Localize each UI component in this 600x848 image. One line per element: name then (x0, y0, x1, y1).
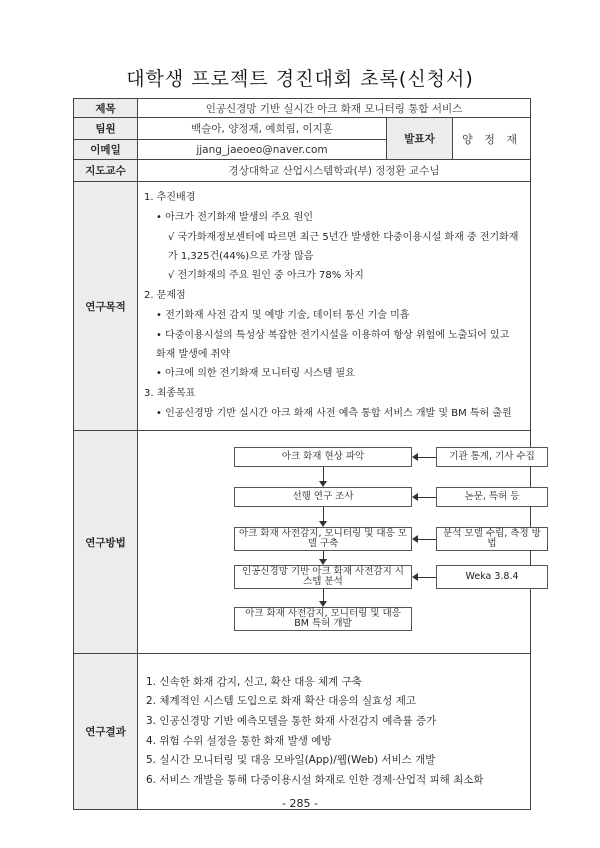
purpose-section-1: 1. 추진배경 (144, 192, 196, 203)
flow-arrowhead (319, 601, 327, 607)
purpose-bullet: • 아크에 의한 전기화재 모니터링 시스템 필요 (156, 368, 355, 379)
subject-label: 제목 (74, 99, 138, 118)
result-item: 6. 서비스 개발을 통해 다중이용시설 화재로 인한 경제·산업적 피해 최소화 (146, 773, 484, 786)
flow-arrowhead (412, 573, 418, 581)
purpose-section-3: 3. 최종목표 (144, 388, 196, 399)
advisor-value: 경상대학교 산업시스템학과(부) 정정환 교수님 (138, 160, 531, 182)
flow-note-2: 논문, 특허 등 (436, 487, 548, 507)
flow-note-3: 분석 모델 수립, 측정 방법 (436, 527, 548, 551)
purpose-content (138, 182, 531, 431)
flow-note-1: 기관 통계, 기사 수집 (436, 447, 548, 467)
flow-arrow-down (323, 551, 324, 559)
purpose-bullet: • 인공신경망 기반 실시간 아크 화재 사전 예측 통합 서비스 개발 및 BM 특허 출원 (156, 408, 512, 419)
flow-step-4: 인공신경망 기반 아크 화재 사전감지 시스템 분석 (234, 565, 412, 589)
result-label: 연구결과 (74, 654, 138, 810)
flow-note-4: Weka 3.8.4 (436, 565, 548, 589)
flow-arrow-left (418, 577, 436, 578)
advisor-label: 지도교수 (74, 160, 138, 182)
result-item: 5. 실시간 모니터링 및 대응 모바일(App)/웹(Web) 서비스 개발 (146, 754, 436, 767)
purpose-section-2: 2. 문제점 (144, 290, 186, 301)
presenter-label: 발표자 (387, 118, 453, 160)
flow-step-1: 아크 화재 현상 파악 (234, 447, 412, 467)
purpose-check: √ 전기화재의 주요 원인 중 아크가 78% 차지 (168, 270, 364, 281)
flow-arrowhead (412, 453, 418, 461)
subject-value: 인공신경망 기반 실시간 아크 화재 모니터링 통합 서비스 (138, 99, 531, 118)
email-label: 이메일 (74, 140, 138, 160)
result-item: 3. 인공신경망 기반 예측모델을 통한 화재 사전감지 예측률 증가 (146, 714, 437, 727)
flow-arrow-down (323, 507, 324, 521)
purpose-bullet: • 전기화재 사전 감지 및 예방 기술, 데이터 통신 기술 미흡 (156, 310, 410, 321)
flow-arrowhead (319, 559, 327, 565)
result-content (138, 654, 531, 810)
page-number: - 285 - (282, 797, 318, 810)
flow-step-5: 아크 화재 사전감지, 모니터링 및 대응 BM 특허 개발 (234, 607, 412, 631)
team-label: 팀원 (74, 118, 138, 140)
flow-arrowhead (319, 521, 327, 527)
flow-arrow-down (323, 589, 324, 601)
flow-arrow-down (323, 467, 324, 481)
flow-step-3: 아크 화재 사전감지, 모니터링 및 대응 모델 구축 (234, 527, 412, 551)
purpose-bullet: • 다중이용시설의 특성상 복잡한 전기시설을 이용하여 항상 위험에 노출되어 있고 화재 발생에 취약 (156, 330, 510, 360)
flow-arrowhead (319, 481, 327, 487)
purpose-bullet: • 아크가 전기화재 발생의 주요 원인 (156, 212, 314, 223)
method-content (138, 431, 541, 654)
abstract-form-table (73, 98, 541, 810)
presenter-value: 양 정 재 (453, 118, 531, 160)
result-item: 2. 체계적인 시스템 도입으로 화재 확산 대응의 실효성 제고 (146, 695, 417, 708)
method-label: 연구방법 (74, 431, 138, 654)
email-value: jjang_jaeoeo@naver.com (138, 140, 387, 160)
flow-arrow-left (418, 539, 436, 540)
purpose-check: √ 국가화재정보센터에 따르면 최근 5년간 발생한 다중이용시설 화재 중 전기화재가 1,325건(44%)으로 가장 많음 (168, 232, 519, 262)
result-item: 1. 신속한 화재 감지, 신고, 확산 대응 체계 구축 (146, 675, 362, 688)
method-flowchart (138, 431, 541, 653)
team-value: 백슬아, 양정재, 예희림, 이지훈 (138, 118, 387, 140)
flow-arrowhead (412, 493, 418, 501)
flow-step-2: 선행 연구 조사 (234, 487, 412, 507)
flow-arrow-left (418, 457, 436, 458)
result-item: 4. 위험 수위 설정을 통한 화재 발생 예방 (146, 734, 332, 747)
flow-arrow-left (418, 497, 436, 498)
purpose-label: 연구목적 (74, 182, 138, 431)
document-title: 대학생 프로젝트 경진대회 초록(신청서) (126, 68, 474, 90)
flow-arrowhead (412, 535, 418, 543)
